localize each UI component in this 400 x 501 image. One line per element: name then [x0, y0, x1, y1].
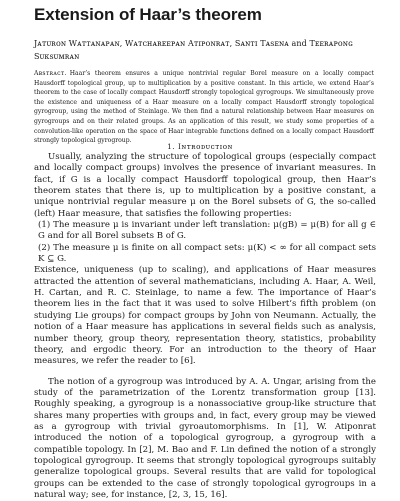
abstract-label: Aʙsᴛʀᴀᴄᴛ.: [34, 70, 67, 77]
paragraph-3: The notion of a gyrogroup was introduced by A. A. Ungar, arising from the study of the parametrization of the Lorentz transformation group [13]. Roughly speaking, a gyrogroup is a nonassociative group-like structure that shares many properties with groups and, in fact, every group may be viewed as a gyrogroup with trivial gyroautomorphisms. In [1], W. Atiponrat introduced the notion of a topological gyrogroup, a gyrogroup with a compatible topology. In [2], M. Bao and F. Lin defined the notion of a strongly topological gyrogroup. It seems that strongly topological gyrogroups suitably generalize topological groups. Several results that are valid for topological groups can be extended to the case of strongly topological gyrogroups in a natural way; see, for instance, [2, 3, 15, 16].: [34, 376, 376, 500]
author-list: Jᴀᴛᴜʀᴏɴ Wᴀᴛᴛᴀɴᴀᴘᴀɴ, Wᴀᴛᴄʜᴀʀᴇᴇᴘᴀɴ Aᴛɪᴘᴏɴʀᴀᴛ, Sᴀɴᴛɪ Tᴀsᴇɴᴀ and Tᴇᴇʀᴀᴘᴏɴɢ Sᴜᴋsᴜᴍʀᴀɴ: [34, 39, 353, 61]
section-heading: 1. Iɴᴛʀᴏᴅᴜᴄᴛɪᴏɴ: [167, 142, 233, 151]
paragraph-2: Existence, uniqueness (up to scaling), and applications of Haar measures attracted the attention of several mathematicians, including A. Haar, A. Weil, H. Cartan, and R. C. Steinlage, to name a few. The importance of Haar’s theorem lies in the fact that it was used to solve Hilbert’s fifth problem (on studying Lie groups) for compact groups by John von Neumann. Actually, the notion of a Haar measure has applications in several fields such as analysis, number theory, group theory, representation theory, statistics, probability theory, and ergodic theory. For an introduction to the theory of Haar measures, we refer the reader to [6].: [34, 265, 376, 367]
body-text: [34, 152, 376, 501]
list-item-2: (2) The measure μ is finite on all compact sets: μ(K) < ∞ for all compact sets K ⊆ G.: [38, 242, 376, 265]
abstract-text: Haar’s theorem ensures a unique nontrivial regular Borel measure on a locally compact Hausdorff topological group, up to multiplication by a positive constant. In this article, we extend Haar’s theorem to the case of locally compact Hausdorff strongly topological gyrogroups. We simultaneously prove the existence and uniqueness of a Haar measure on a locally compact Hausdorff strongly topological gyrogroup, using the method of Steinlage. We then find a natural relationship between Haar measures on gyrogroups and on their related groups. As an application of this result, we study some properties of a convolution-like operation on the space of Haar integrable functions defined on a locally compact Hausdorff strongly topological gyrogroup.: [34, 70, 374, 145]
paper-title: Extension of Haar’s theorem: [34, 5, 262, 24]
abstract: [34, 69, 374, 146]
list-item-1: (1) The measure μ is invariant under left translation: μ(gB) = μ(B) for all g ∈ G and for all Borel subsets B of G.: [38, 220, 376, 242]
paragraph-1: Usually, analyzing the structure of topological groups (especially compact and locally compact groups) involves the presence of invariant measures. In fact, if G is a locally compact Hausdorff topological group, then Haar’s theorem states that there is, up to multiplication by a positive constant, a unique nontrivial regular measure μ on the Borel subsets of G, the so-called (left) Haar measure, that satisfies the following properties:: [34, 152, 376, 219]
